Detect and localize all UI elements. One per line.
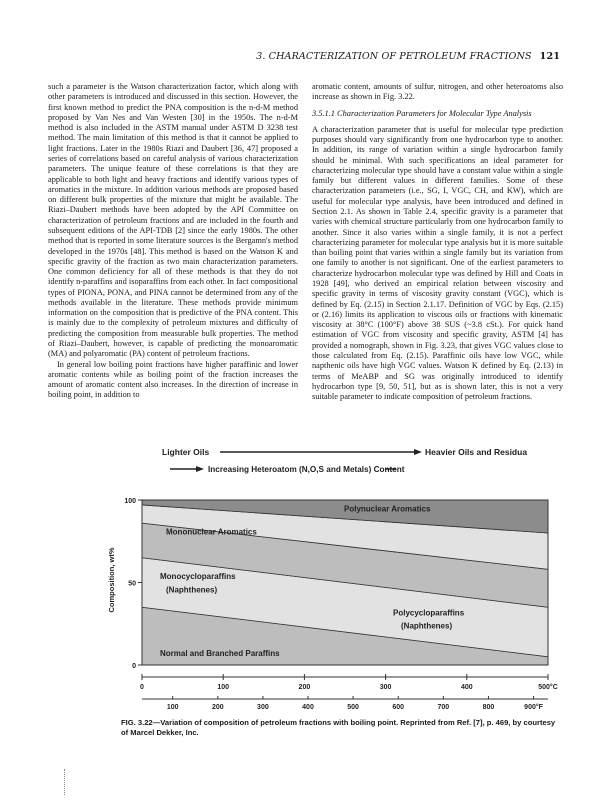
x-tick-label-c: 0 xyxy=(140,684,144,691)
subsection-heading: 3.5.1.1 Characterization Parameters for Molecular Type Analysis xyxy=(312,108,532,118)
label-mononuclear-aromatics: Mononuclear Aromatics xyxy=(166,527,257,537)
x-tick-label-c: 400 xyxy=(460,684,473,691)
left-paragraph-2: In general low boiling point fractions have higher paraffinic and lower aromatic contents while as boiling point of the fraction increases the amount of aromatic content also increases. In the direction of increase in boiling point, in addition to xyxy=(48,359,298,400)
right-intro: aromatic content, amounts of sulfur, nitrogen, and other heteroatoms also increase as shown in Fig. 3.22. xyxy=(312,82,563,102)
label-polycycloparaffins: Polycycloparaffins xyxy=(393,608,465,618)
y-axis-label: Composition, wt% xyxy=(107,547,116,613)
label-monocycloparaffins: Monocycloparaffins xyxy=(160,572,236,582)
x-tick-label-c: 300 xyxy=(379,684,392,691)
x-tick-label-c: 100 xyxy=(217,684,230,691)
x-tick-label-f: 400 xyxy=(302,704,314,711)
label-monocycloparaffins-naphthenes: (Naphthenes) xyxy=(166,585,218,595)
left-column xyxy=(48,82,298,401)
x-tick-label-c: 500°C xyxy=(538,684,558,691)
label-polycycloparaffins-naphthenes: (Naphthenes) xyxy=(401,621,453,631)
right-body: A characterization parameter that is useful for molecular type prediction purposes should vary significantly from one hydrocarbon type to another. In addition, its range of variation within a single hydrocarbon family should be minimal. With such specifications an ideal parameter for characterizing molecular type should have a constant value within a single family but different values in different families. Some of these characterization parameters (i.e., SG, I, VGC, CH, and KW), which are useful for molecular type analysis, have been introduced and defined in Section 2.1. As shown in Table 2.4, specific gravity is a parameter that varies with chemical structure particularly from one hydrocarbon family to another. Since it also varies within a single family, it is not a perfect characterizing parameter for molecular type analysis but it is more suitable than boiling point that varies within a single family but its variation from one family to another is not significant. One of the earliest parameters to characterize hydrocarbon molecular type was defined by Hill and Coats in 1928 [49], who derived an empirical relation between viscosity and specific gravity in terms of viscosity gravity constant (VGC), which is defined by Eq. (2.15) in Section 2.1.17. Definition of VGC by Eqs. (2.15) or (2.16) limits its application to viscous oils or fractions with kinematic viscosity at 38°C (100°F) above 38 SUS (~3.8 cSt.). For quick hand estimation of VGC from viscosity and specific gravity, ASTM [4] has provided a nomograph, shown in Fig. 3.23, that gives VGC values close to those calculated from Eq. (2.15). Paraffinic oils have low VGC, while napthenic oils have high VGC values. Watson K defined by Eq. (2.13) in terms of MeABP and SG was originally introduced to identify hydrocarbon type [9, 50, 51], but as is shown later, this is not a very suitable parameter to indicate composition of petroleum fractions. xyxy=(312,124,563,402)
x-tick-label-f: 700 xyxy=(437,704,450,711)
x-tick-label-f: 800 xyxy=(482,704,495,711)
composition-chart xyxy=(100,443,570,713)
arrow-hetero-head xyxy=(196,466,204,472)
y-tick-label: 0 xyxy=(132,663,136,670)
section-title: 3. CHARACTERIZATION OF PETROLEUM FRACTIONS xyxy=(256,51,532,62)
running-head xyxy=(256,51,560,62)
y-tick-label: 100 xyxy=(124,498,136,505)
label-paraffins: Normal and Branched Paraffins xyxy=(160,649,280,658)
figure-3-22 xyxy=(100,443,570,713)
label-polynuclear-aromatics: Polynuclear Aromatics xyxy=(344,504,431,514)
x-tick-label-f: 600 xyxy=(392,704,405,711)
x-tick-label-f: 500 xyxy=(347,704,359,711)
x-tick-label-c: 200 xyxy=(298,684,311,691)
arrow-oils-head xyxy=(414,449,422,455)
label-lighter-oils: Lighter Oils xyxy=(162,447,210,457)
margin-marks xyxy=(64,769,67,795)
figure-caption: FIG. 3.22—Variation of composition of petroleum fractions with boiling point. Reprinted from Ref. [7], p. 469, by courtesy of Marcel Dekker, Inc. xyxy=(121,718,556,737)
label-heteroatom-trend: Increasing Heteroatom (N,O,S and Metals) Content xyxy=(208,465,405,474)
left-paragraph-1: such a parameter is the Watson characterization factor, which along with other parameters is introduced and discussed in this section. However, the first known method to predict the PNA composition is the n-d-M method proposed by Van Nes and Van Westen [30] in the 1950s. The n-d-M method is also included in the ASTM manual under ASTM D 3238 test method. The main limitation of this method is that it cannot be applied to light fractions. Later in the 1980s Riazi and Daubert [36, 47] proposed a series of correlations based on careful analysis of various characterization parameters. The unique feature of these correlations is that they are applicable to both light and heavy fractions and identify various types of aromatics in the mixture. In addition various methods are proposed based on different bulk properties of the mixture that might be available. The Riazi–Daubert methods have been adopted by the API Committee on characterization of petroleum fractions and are included in the fourth and subsequent editions of the API-TDB [2] since the early 1980s. The other method that is reported in some literature sources is the Bergamn's method developed in the 1970s [48]. This method is based on the Watson K and specific gravity of the fraction as two main characterization parameters. One common deficiency for all of these methods is that they do not identify n-paraffins and isoparaffins from each other. In fact compositional types of PIONA, PONA, and PINA cannot be determined from any of the methods available in the literature. These methods provide minimum information on the composition that is predictive of the PNA content. This is mainly due to the complexity of petroleum mixtures and difficulty of predicting the composition from measurable bulk properties. The method of Riazi–Daubert, however, is capable of predicting the monoaromatic (MA) and polyaromatic (PA) content of petroleum fractions. xyxy=(48,82,298,359)
x-tick-label-f: 200 xyxy=(211,704,224,711)
right-column xyxy=(312,82,563,402)
y-tick-label: 50 xyxy=(128,580,136,588)
x-tick-label-f: 900°F xyxy=(524,704,543,711)
page-number: 121 xyxy=(539,51,560,62)
x-tick-label-f: 300 xyxy=(257,704,269,711)
label-heavier-oils: Heavier Oils and Residua xyxy=(425,447,528,457)
x-tick-label-f: 100 xyxy=(166,704,179,711)
